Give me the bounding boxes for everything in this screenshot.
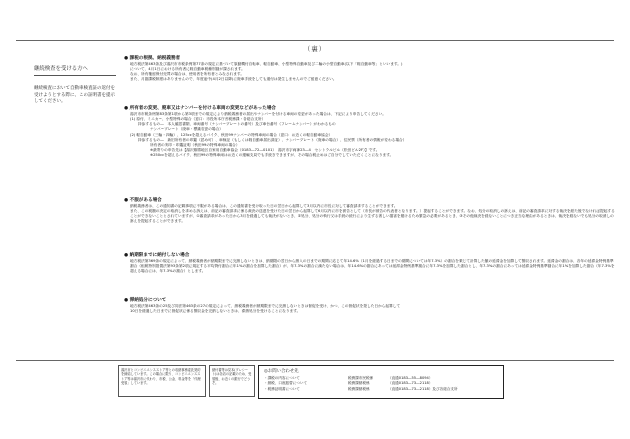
section-objection [124, 198, 616, 225]
section-line: また、月割課税制度はありませんので、年度途中(4月2日以降)に廃車手続をしても還付は発生しませんのでご留意ください。 [130, 77, 337, 82]
contact-tel: （直通0183―73―2118）及び各総合支所 [388, 386, 458, 391]
section-line: 所有者の実印・印鑑証明（秋田99の特殊車両の場合） [150, 143, 240, 147]
contact-dept: 税務課納税係 [348, 386, 370, 391]
section-line: 納税義務者は、この通知書の記載事項に不服がある場合は、この通知書を受け取った日の翌日から起算して3月以内に市長に対して審査請求することができます。 [130, 203, 398, 208]
convenience-store-note: 湯沢市とコンビニエンスストア等との収納事務委託契約を締結しています。この場合に限り、コンビニエンスストア等は湯沢市に代わり、市税、公金、料金等を「代理受領」しています。 [118, 365, 206, 397]
page-title: （裏） [303, 45, 327, 53]
payment-slip-note: 納付書等は見本(プレシート)は各店の記載のため、受領後、お近くの銀行でどうぞ。 [209, 365, 255, 397]
contact-label: ・税務証明書について [264, 386, 300, 391]
section-title: ● 所有者の変更、廃車又はナンバーを付ける車両の変更などがあった場合 [124, 106, 277, 111]
contact-label: ・課税の内容について [264, 376, 300, 380]
contact-dept: 税務課納税係 [348, 381, 370, 386]
section-line: 湯沢市市税条例第83条第1項から第3項までの規定により納税義務者の届出やナンバーを付ける車両の変更があった場合は、下記により申告してください。 [130, 111, 386, 116]
contact-label: ・納税、口座振替について [264, 381, 308, 386]
section-line: 持参するもの― 本人確認書類、車両番号（ナンバープレートの番号）及び車台番号（フレームナンバー）がわかるもの [138, 122, 336, 127]
section-title: ● 滞納処分について [124, 298, 167, 303]
contact-dept: 税務課市民税係 [348, 376, 374, 380]
contact-title: ◎お問い合わせ先 [264, 369, 299, 374]
section-late-payment [124, 253, 616, 274]
contact-row [264, 387, 498, 392]
section-line: ※最寄りの申告先は【湯沢雄勝地区自家用自動車協会（0183―72―0101） 湯沢市字両神23―4 セントラルビル（松田ビル2F）】です。 [150, 148, 380, 153]
section-line: (2) 軽自動車（三輪・四輪）、125ccを超えるバイク、秋田99ナンバーの特殊車両の場合（窓口：お近くの軽自動車協会） [130, 132, 333, 137]
left-body-text: 継続検査において自動車検査証の返付を受けようとする際に、この証明書を提示してください。 [34, 85, 115, 105]
section-line: 持参するもの― 新旧所有者の印鑑（認め可）、車検証（もしくは軽自動車届出済証）、ナンバープレート（廃車の場合）、住民票（所有者の情報が変わる場合） [138, 137, 407, 142]
section-title: ● 不服がある場合 [124, 198, 162, 203]
section-line: (1) 原付、ミニカー、小型特殊の場合（窓口：市役所本庁舎税務課・各総合支所） [130, 117, 266, 122]
section-line: 地方税法第463条及び湯沢市市税条例第77条の規定に基づいて原動機付自転車、軽自動車、小型特殊自動車及び二輪の小型自動車(以下「軽自動車等」といいます。) [130, 61, 403, 66]
section-title: ● 納期限までに納付しない場合 [124, 253, 190, 258]
section-tax-basis [124, 56, 616, 83]
section-line: ※250ccを超えるバイク、秋田99の特殊車両はお近くの運輸支局でも手続きできますが、その場合税止めはご自分でしていただくことになります。 [150, 153, 394, 158]
left-heading: 継続検査を受ける方へ [34, 66, 116, 76]
section-line: また、この税額の決定の取消しを求める訴えは、前記の審査請求に係る裁決の送達を受けた日の翌日から起算して6月以内に市を被告として（市長が被告の代表者となります。）提起することができます。なお、処分の取消しの訴えは、前記の審査請求に対する裁決を経た後でなければ提起することができないこととされていますが、①審査請求があった日から3月を経過しても裁決がないとき、②処分、処分の執行又は手続の続行により生ずる著しい損害を避けるため緊急の必要があるとき、③その他裁決を経ないことにつき正当な理由があるときは、裁決を経ないでも処分の取消しの訴えを提起することができます。 [130, 209, 615, 224]
contact-tel: （直通0183―73―2118） [388, 381, 433, 386]
section-line: について、4月1日における所有者に軽自動車税種別割が課されます。 [130, 67, 245, 72]
section-line: 10日を経過した日までに督促状に係る徴収金を完納しないときは、滞納処分を受けることになります。 [130, 309, 301, 314]
section-line: なお、所有権留保付売買の場合は、使用者を所有者とみなされます。 [130, 72, 245, 77]
bottom-rule [16, 360, 614, 361]
section-line: 地方税法第369条の規定によって、納税義務者が納期限までに完納しないときは、納期限の翌日から納入の日までの期間に応じて年14.6%（1月を経過する日までの期間については年7.3%）の割合を乗じて計算した額の延滞金を加算して徴収されます。延滞金の割合は、各年の延滞金特例基準割合（租税特別措置法第93条第2項に規定する平均貸付割合に年1%の割合を加算した割合）が、年7.3%の割合に満たない場合は、年14.6%の割合にあっては延滞金特例基準割合に年7.3%を加算した割合とし、年7.3%の割合にあっては延滞金特例基準割合に年1%を加算した割合（年7.3%を超える場合には、年7.3%の割合）とします。 [130, 258, 615, 274]
top-rule [16, 40, 614, 41]
contact-tel: （直通0183―55―8094） [388, 376, 433, 380]
left-column [34, 66, 116, 106]
section-owner-change [124, 106, 616, 159]
section-title: ● 課税の根拠、納税義務者 [124, 56, 181, 61]
section-delinquency [124, 298, 616, 314]
section-line: 地方税法第463条の25及び同法第463条の27の規定によって、納税義務者が納期限までに完納しないときは督促を受け、かつ、この督促状を発した日から起算して [130, 303, 401, 308]
section-line: ナンバープレート（廃車・標識変更の場合） [150, 127, 223, 132]
contact-box [258, 365, 504, 399]
